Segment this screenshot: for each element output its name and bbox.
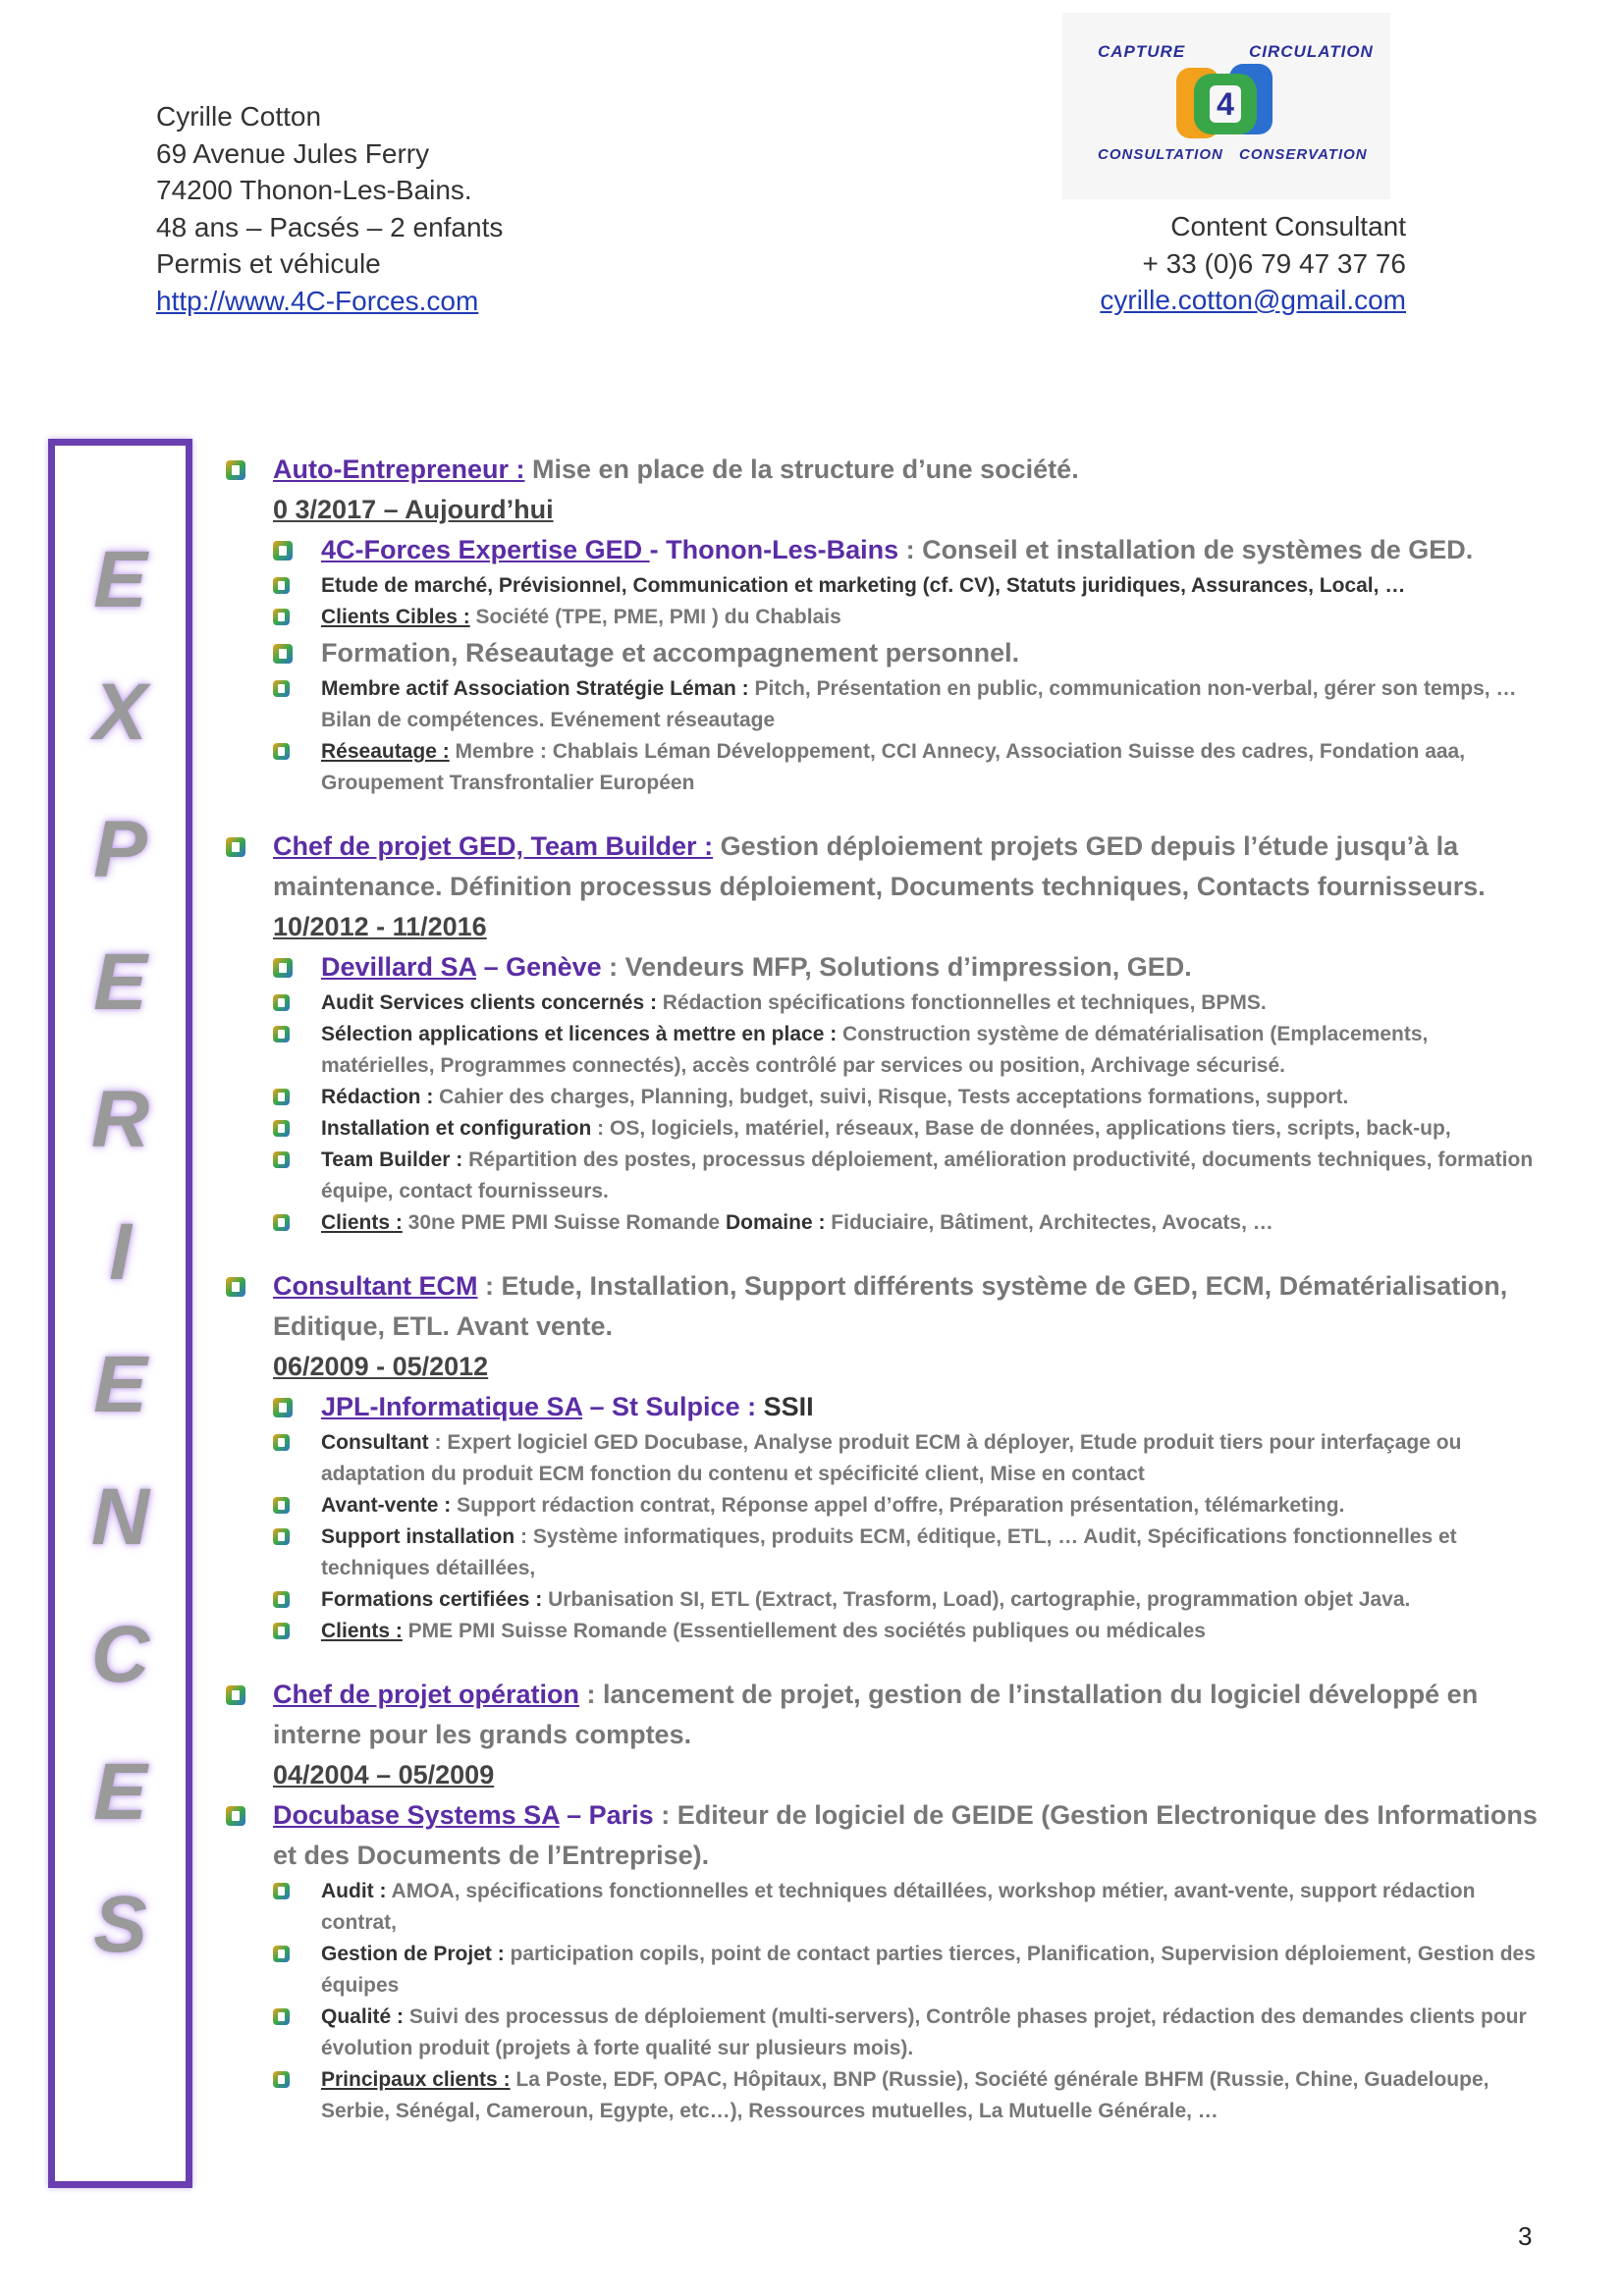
detail-text: PME PMI Suisse Romande (Essentiellement des sociétés publiques ou médicales: [402, 1620, 1206, 1642]
date-range: 04/2004 – 05/2009: [273, 1760, 495, 1789]
bullet-4c-icon: [273, 1497, 290, 1514]
detail-text: 30ne PME PMI Suisse Romande: [402, 1211, 726, 1234]
address-line-1: 69 Avenue Jules Ferry: [156, 137, 430, 169]
vertical-letter: S: [93, 1880, 147, 1969]
role-title: Auto-Entrepreneur :: [273, 454, 525, 484]
vertical-letter: E: [93, 1340, 147, 1429]
detail-key: Etude de marché, Prévisionnel, Communication et marketing (cf. CV), Statuts juridiques, Assurances, Local, …: [321, 574, 1406, 597]
bullet-4c-icon: [273, 1214, 290, 1231]
role-title: Chef de projet GED, Team Builder :: [273, 831, 714, 861]
detail-item: [226, 988, 1542, 1019]
bullet-4c-icon: [273, 958, 293, 978]
detail-text: Support rédaction contrat, Réponse appel d’offre, Préparation présentation, télémarketing.: [451, 1494, 1345, 1517]
vertical-letter: E: [93, 1747, 147, 1837]
contact-block-right: [1100, 208, 1406, 319]
company-location: - Thonon-Les-Bains: [649, 535, 899, 564]
job-title: Content Consultant: [1170, 211, 1406, 241]
bullet-4c-icon: [226, 1277, 245, 1297]
detail-item: [226, 1616, 1542, 1647]
detail-key: Rédaction :: [321, 1086, 434, 1108]
vertical-letter: E: [93, 535, 147, 624]
role-description: : lancement de projet, gestion de l’installation du logiciel développé en interne pour les grands comptes.: [273, 1680, 1479, 1749]
detail-text: Société (TPE, PME, PMI ) du Chablais: [469, 606, 841, 628]
detail-item: [226, 1522, 1542, 1584]
company-description: : Conseil et installation de systèmes de GED.: [898, 535, 1474, 564]
logo-text-consultation: CONSULTATION: [1098, 146, 1223, 163]
bullet-4c-icon: [273, 1120, 290, 1137]
detail-key: Installation et configuration: [321, 1117, 592, 1140]
vertical-letter: P: [93, 805, 147, 894]
company-description: : Editeur de logiciel de GEIDE (Gestion Electronique des Informations et des Documents de l’Entreprise).: [273, 1800, 1538, 1870]
logo-text-conservation: CONSERVATION: [1239, 146, 1368, 163]
detail-key-secondary: Domaine :: [725, 1211, 826, 1234]
detail-item: [226, 2064, 1542, 2127]
bullet-4c-icon: [273, 1398, 293, 1417]
role-description: Mise en place de la structure d’une société.: [524, 454, 1079, 484]
vertical-title-box: [48, 439, 192, 2188]
company-line: [226, 1387, 1542, 1427]
company-location: – Genève: [476, 952, 602, 982]
svg-text:4: 4: [1217, 86, 1234, 122]
bullet-4c-icon: [273, 680, 290, 697]
experience-section: [226, 450, 1542, 2127]
role-title: Consultant ECM: [273, 1271, 478, 1301]
company-name: Devillard SA: [321, 952, 477, 982]
company-location: – Paris: [559, 1800, 654, 1830]
logo-4c-icon: [1172, 60, 1278, 146]
detail-item: [226, 673, 1542, 736]
bullet-4c-icon: [273, 1026, 290, 1042]
detail-key: Clients :: [321, 1620, 403, 1642]
bullet-4c-icon: [226, 1685, 245, 1705]
sub-heading: [226, 633, 1542, 673]
bullet-4c-icon: [273, 609, 290, 625]
detail-key: Formations certifiées :: [321, 1588, 543, 1611]
detail-text: : Expert logiciel GED Docubase, Analyse produit ECM à déployer, Etude produit tiers pour interfaçage ou adaptation du produit ECM fonction du contenu et spécificité client, Mise en contact: [321, 1431, 1462, 1485]
company-name: 4C-Forces Expertise GED: [321, 535, 650, 564]
bullet-4c-icon: [273, 1089, 290, 1105]
vertical-letter: N: [90, 1472, 150, 1562]
page-number: 3: [1518, 2221, 1533, 2251]
detail-text: Répartition des postes, processus déploiement, amélioration productivité, documents techniques, formation équipe, contact fournisseurs.: [321, 1148, 1534, 1202]
detail-text: : Système informatiques, produits ECM, éditique, ETL, … Audit, Spécifications fonctionnelles et techniques détaillées,: [321, 1525, 1457, 1579]
detail-item: [226, 1490, 1542, 1522]
detail-text: participation copils, point de contact parties tierces, Planification, Supervision déploiement, Gestion des équipes: [321, 1943, 1536, 1997]
bullet-4c-icon: [273, 1434, 290, 1451]
vertical-letter: I: [109, 1207, 132, 1297]
bullet-4c-icon: [226, 460, 245, 480]
bullet-4c-icon: [273, 2008, 290, 2025]
detail-item: [226, 1584, 1542, 1616]
company-description: : Vendeurs MFP, Solutions d’impression, GED.: [601, 952, 1192, 982]
detail-key: Principaux clients :: [321, 2068, 511, 2091]
date-range: 10/2012 - 11/2016: [273, 912, 487, 941]
website-link[interactable]: http://www.4C-Forces.com: [156, 285, 479, 316]
personal-info: 48 ans – Pacsés – 2 enfants: [156, 211, 504, 242]
detail-key: Team Builder :: [321, 1148, 463, 1171]
detail-text: Rédaction spécifications fonctionnelles et techniques, BPMS.: [656, 991, 1267, 1014]
company-logo: [1062, 13, 1390, 199]
detail-item: [226, 1876, 1542, 1939]
vertical-letter: E: [93, 937, 147, 1027]
role-description: Gestion déploiement projets GED depuis l’étude jusqu’à la maintenance. Définition processus déploiement, Documents techniques, Contacts fournisseurs.: [273, 831, 1486, 901]
detail-text: : OS, logiciels, matériel, réseaux, Base de données, applications tiers, scripts, back-up,: [591, 1117, 1451, 1140]
role-title: Chef de projet opération: [273, 1680, 580, 1709]
detail-item: [226, 602, 1542, 633]
bullet-4c-icon: [273, 994, 290, 1011]
company-location: – St Sulpice :: [582, 1392, 757, 1421]
contact-block-left: [156, 98, 503, 319]
date-range: 06/2009 - 05/2012: [273, 1352, 489, 1381]
detail-key: Sélection applications et licences à mettre en place :: [321, 1023, 838, 1045]
bullet-4c-icon: [273, 743, 290, 760]
bullet-4c-icon: [273, 1528, 290, 1545]
detail-key: Gestion de Projet :: [321, 1943, 505, 1965]
detail-item: [226, 736, 1542, 799]
detail-item: [226, 1145, 1542, 1207]
bullet-4c-icon: [226, 837, 245, 857]
bullet-4c-icon: [226, 1806, 245, 1826]
detail-key: Audit :: [321, 1880, 387, 1902]
detail-item: [226, 1427, 1542, 1490]
detail-item: [226, 570, 1542, 602]
detail-key: Support installation: [321, 1525, 515, 1548]
detail-item: [226, 2002, 1542, 2064]
vertical-letter: R: [90, 1075, 150, 1164]
bullet-4c-icon: [273, 1883, 290, 1899]
detail-item: [226, 1082, 1542, 1113]
detail-key: Membre actif Association Stratégie Léman :: [321, 677, 749, 700]
bullet-4c-icon: [273, 1591, 290, 1608]
detail-text: AMOA, spécifications fonctionnelles et techniques détaillées, workshop métier, avant-vente, support rédaction contrat,: [321, 1880, 1476, 1934]
detail-text-secondary: Fiduciaire, Bâtiment, Architectes, Avocats, …: [825, 1211, 1273, 1234]
company-line: [226, 947, 1542, 988]
detail-text: Construction système de dématérialisation (Emplacements, matérielles, Programmes connectés), accès contrôlé par services ou position, Archivage sécurisé.: [321, 1023, 1429, 1077]
detail-item: [226, 1113, 1542, 1145]
detail-text: Cahier des charges, Planning, budget, suivi, Risque, Tests acceptations formations, support.: [433, 1086, 1349, 1108]
logo-text-circulation: CIRCULATION: [1249, 42, 1374, 61]
detail-text: Suivi des processus de déploiement (multi-servers), Contrôle phases projet, rédaction des demandes clients pour évolution produit (projets à forte qualité sur plusieurs mois).: [321, 2005, 1527, 2059]
experience-heading: [226, 1266, 1542, 1347]
detail-key: Clients Cibles :: [321, 606, 470, 628]
detail-item: [226, 1939, 1542, 2002]
experience-heading: [226, 827, 1542, 907]
company-name: Docubase Systems SA: [273, 1800, 560, 1830]
company-name: JPL-Informatique SA: [321, 1392, 583, 1421]
detail-key: Réseautage :: [321, 740, 450, 763]
detail-key: Consultant: [321, 1431, 429, 1454]
license-info: Permis et véhicule: [156, 248, 381, 279]
detail-text: Membre : Chablais Léman Développement, CCI Annecy, Association Suisse des cadres, Fondation aaa, Groupement Transfrontalier Européen: [321, 740, 1466, 794]
bullet-4c-icon: [273, 1151, 290, 1168]
bullet-4c-icon: [273, 577, 290, 594]
detail-key: Avant-vente :: [321, 1494, 452, 1517]
vertical-letter: C: [90, 1610, 150, 1699]
role-description: : Etude, Installation, Support différents système de GED, ECM, Dématérialisation, Editique, ETL. Avant vente.: [273, 1271, 1508, 1341]
sub-heading-text: Formation, Réseautage et accompagnement personnel.: [321, 638, 1020, 667]
experience-heading: [226, 1675, 1542, 1755]
detail-text: Pitch, Présentation en public, communication non-verbal, gérer son temps, … Bilan de compétences. Evénement réseautage: [321, 677, 1517, 731]
company-line: [226, 1795, 1542, 1876]
detail-item: [226, 1019, 1542, 1082]
email-link[interactable]: cyrille.cotton@gmail.com: [1100, 285, 1406, 315]
detail-text: La Poste, EDF, OPAC, Hôpitaux, BNP (Russie), Société générale BHFM (Russie, Chine, Guadeloupe, Serbie, Sénégal, Cameroun, Egypte, etc…), Ressources mutuelles, La Mutuelle Générale, …: [321, 2068, 1489, 2122]
address-line-2: 74200 Thonon-Les-Bains.: [156, 175, 472, 205]
detail-key: Qualité :: [321, 2005, 405, 2028]
logo-text-capture: CAPTURE: [1098, 42, 1186, 61]
bullet-4c-icon: [273, 2071, 290, 2088]
bullet-4c-icon: [273, 1623, 290, 1639]
detail-key: Clients :: [321, 1211, 403, 1234]
bullet-4c-icon: [273, 1946, 290, 1962]
person-name: Cyrille Cotton: [156, 101, 322, 132]
bullet-4c-icon: [273, 541, 293, 561]
company-line: [226, 530, 1542, 570]
date-range: 0 3/2017 – Aujourd’hui: [273, 495, 554, 524]
detail-key: Audit Services clients concernés :: [321, 991, 657, 1014]
detail-item: [226, 1207, 1542, 1239]
bullet-4c-icon: [273, 644, 293, 664]
experience-heading: [226, 450, 1542, 490]
vertical-letter: X: [93, 667, 147, 757]
company-description: SSII: [756, 1392, 814, 1421]
phone-number: + 33 (0)6 79 47 37 76: [1142, 247, 1406, 279]
detail-text: Urbanisation SI, ETL (Extract, Trasform, Load), cartographie, programmation objet Java.: [542, 1588, 1411, 1611]
